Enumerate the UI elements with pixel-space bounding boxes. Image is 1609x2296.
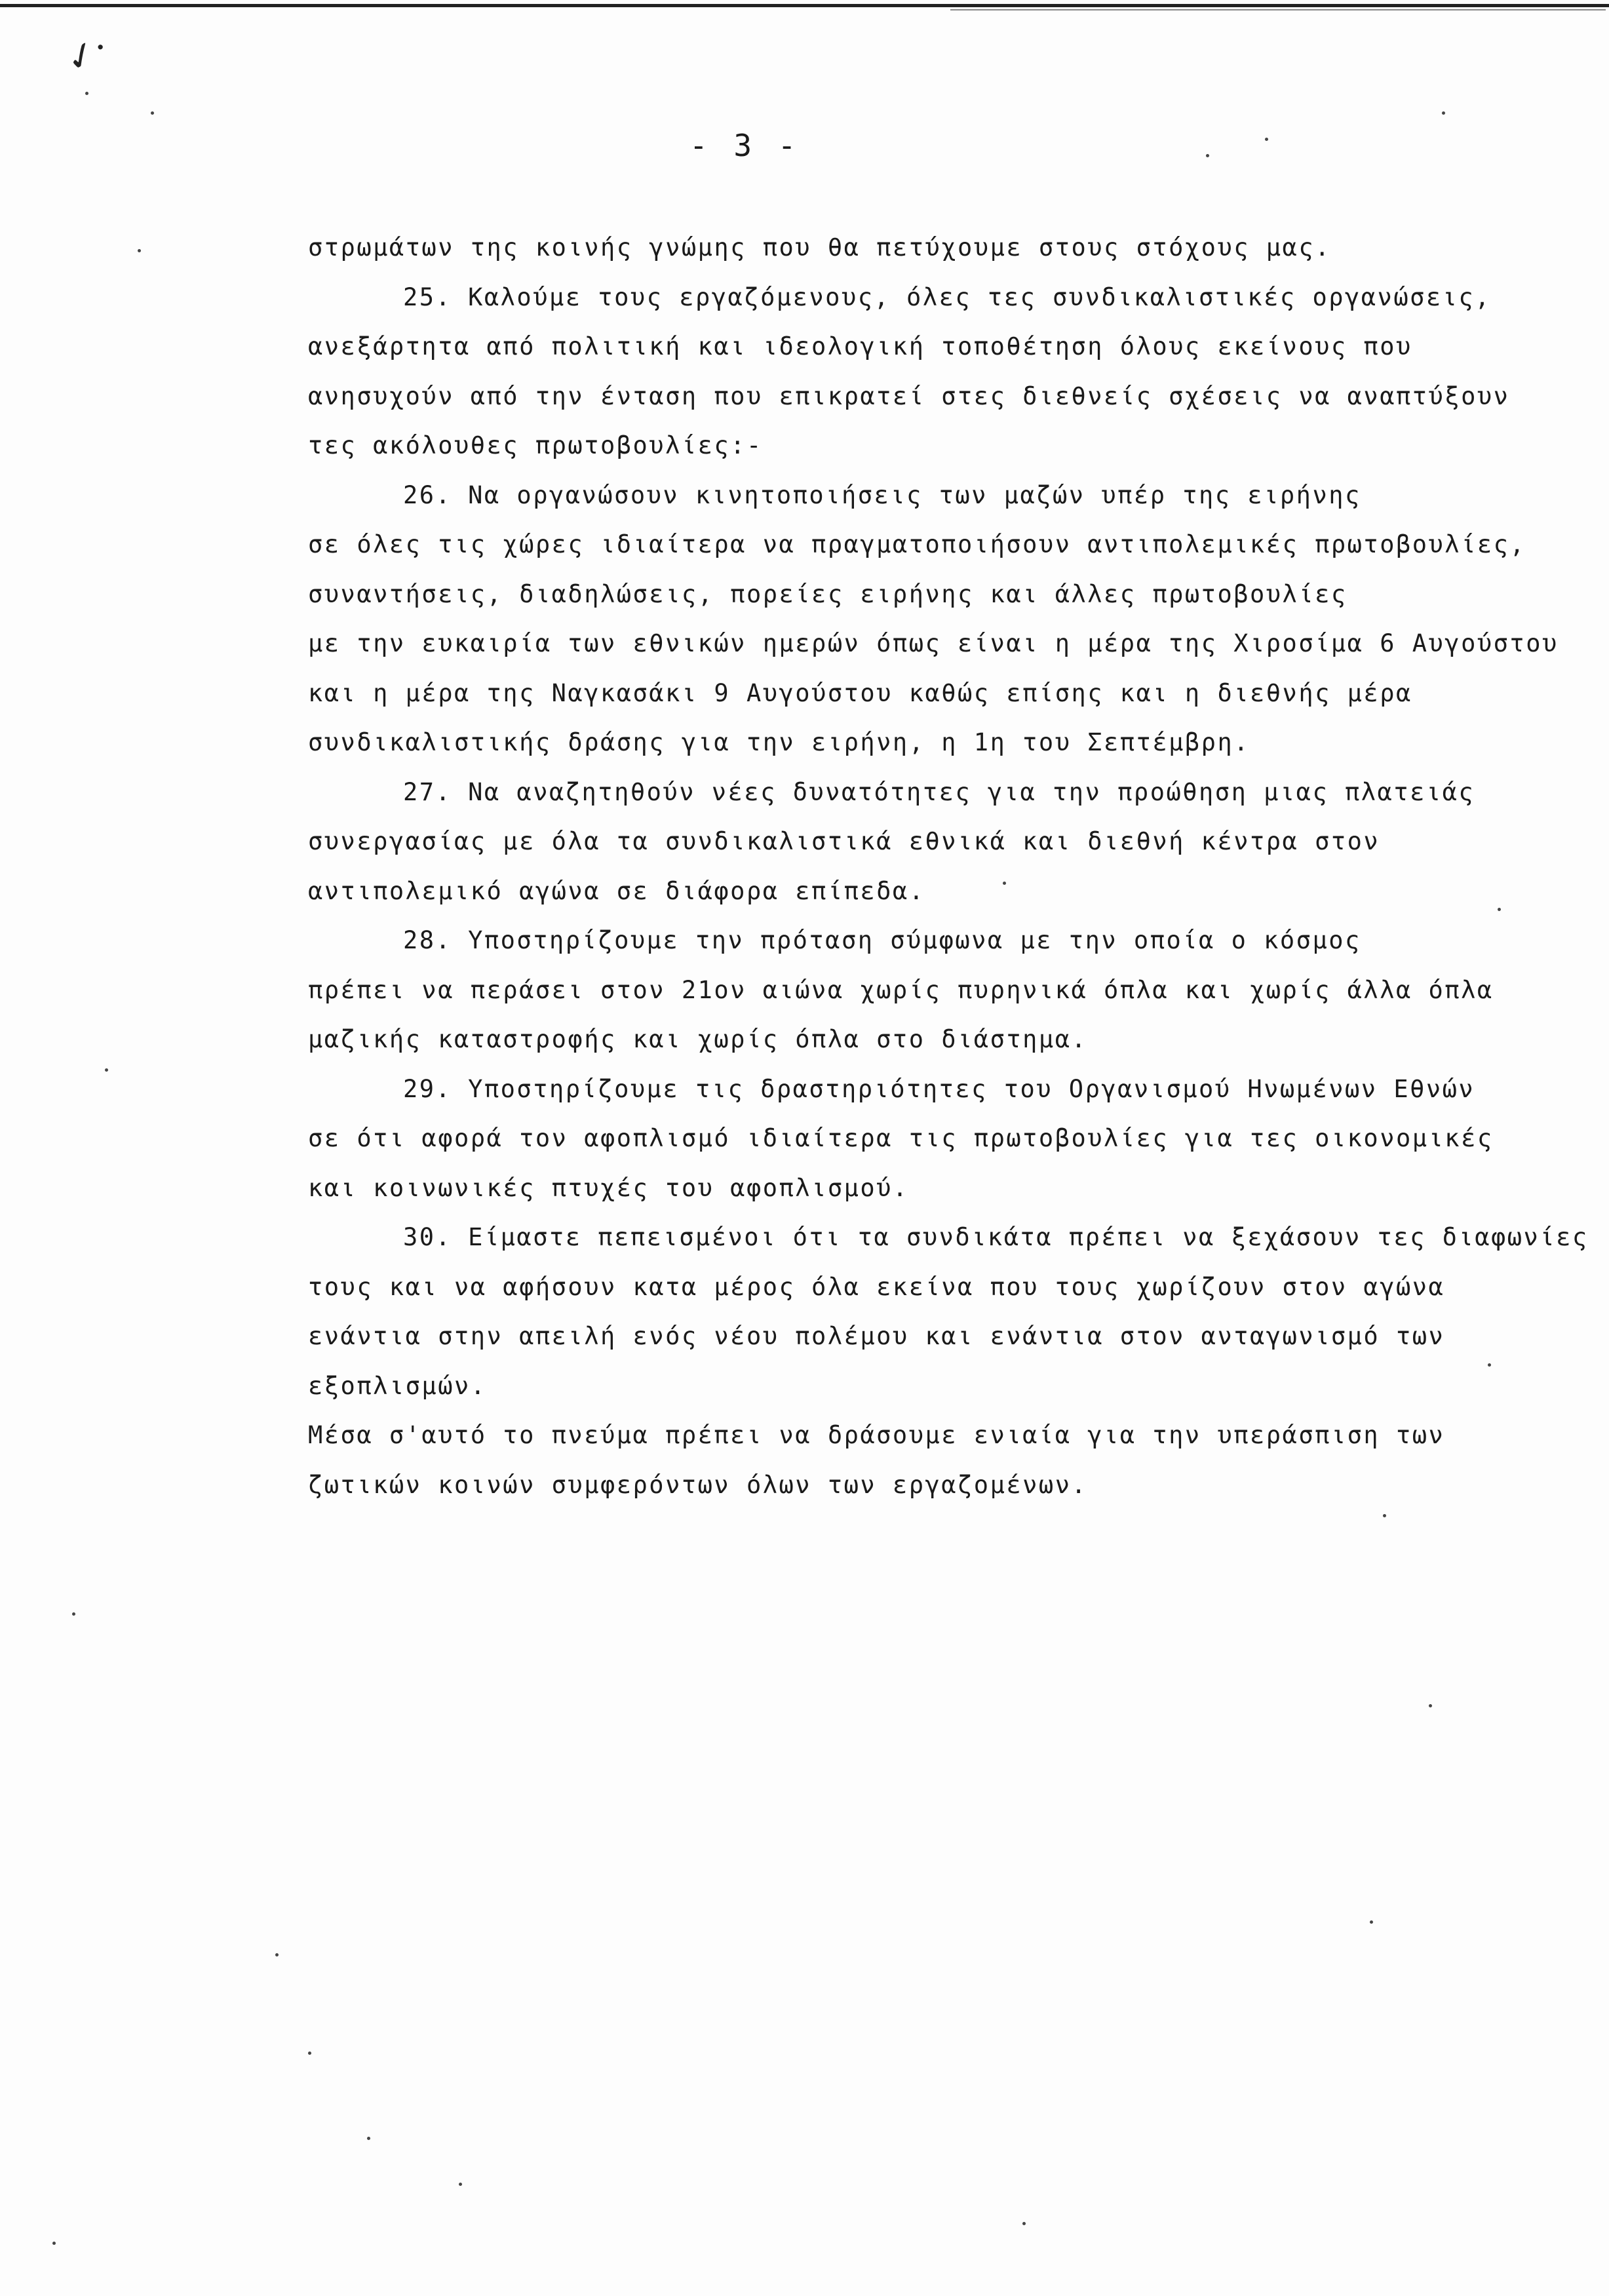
scan-speck	[1442, 111, 1445, 115]
text-line: Μέσα σ'αυτό το πνεύμα πρέπει να δράσουμε ενιαία για την υπεράσπιση των	[308, 1421, 1445, 1449]
scan-speck	[1498, 908, 1501, 911]
scan-speck	[308, 2052, 311, 2055]
text-line: σε όλες τις χώρες ιδιαίτερα να πραγματοποιήσουν αντιπολεμικές πρωτοβουλίες,	[308, 530, 1526, 558]
page-number: - 3 -	[689, 128, 800, 163]
handwritten-tick-mark: ✓·	[58, 26, 115, 83]
text-line: συνεργασίας με όλα τα συνδικαλιστικά εθνικά και διεθνή κέντρα στον	[308, 827, 1380, 855]
scan-speck	[275, 1953, 279, 1956]
scan-speck	[52, 2242, 56, 2245]
top-border-line	[0, 4, 1609, 7]
scan-speck	[1370, 1920, 1373, 1924]
text-line: 25. Καλούμε τους εργαζόμενους, όλες τες συνδικαλιστικές οργανώσεις,	[403, 282, 1491, 311]
scan-speck	[1022, 2222, 1026, 2225]
text-line: πρέπει να περάσει στον 21ον αιώνα χωρίς πυρηνικά όπλα και χωρίς άλλα όπλα	[308, 975, 1494, 1004]
text-line: συνδικαλιστικής δράσης για την ειρήνη, η 1η του Σεπτέμβρη.	[308, 728, 1250, 756]
text-line: 28. Υποστηρίζουμε την πρόταση σύμφωνα με την οποία ο κόσμος	[403, 926, 1361, 954]
text-line: 27. Να αναζητηθούν νέες δυνατότητες για την προώθηση μιας πλατειάς	[403, 777, 1475, 806]
text-line: συναντήσεις, διαδηλώσεις, πορείες ειρήνης και άλλες πρωτοβουλίες	[308, 579, 1347, 608]
top-border-thin-line	[950, 9, 1606, 10]
scan-speck	[459, 2183, 462, 2186]
text-line: και κοινωνικές πτυχές του αφοπλισμού.	[308, 1173, 909, 1202]
scan-speck	[105, 1068, 108, 1072]
text-line: ενάντια στην απειλή ενός νέου πολέμου και ενάντια στον ανταγωνισμό των	[308, 1322, 1445, 1350]
scan-speck	[1383, 1514, 1386, 1517]
text-line: στρωμάτων της κοινής γνώμης που θα πετύχουμε στους στόχους μας.	[308, 233, 1331, 262]
text-line: 26. Να οργανώσουν κινητοποιήσεις των μαζών υπέρ της ειρήνης	[403, 480, 1361, 509]
text-line: και η μέρα της Ναγκασάκι 9 Αυγούστου καθώς επίσης και η διεθνής μέρα	[308, 678, 1412, 707]
scan-speck	[1265, 138, 1268, 141]
text-line: ζωτικών κοινών συμφερόντων όλων των εργαζομένων.	[308, 1470, 1088, 1499]
text-line: σε ότι αφορά τον αφοπλισμό ιδιαίτερα τις πρωτοβουλίες για τες οικονομικές	[308, 1124, 1494, 1152]
text-line: 29. Υποστηρίζουμε τις δραστηριότητες του Οργανισμού Ηνωμένων Εθνών	[403, 1074, 1475, 1103]
scan-speck	[1206, 154, 1209, 157]
text-line: εξοπλισμών.	[308, 1371, 487, 1400]
text-line: τες ακόλουθες πρωτοβουλίες:-	[308, 431, 763, 459]
document-body	[308, 223, 1609, 1509]
text-line: ανησυχούν από την ένταση που επικρατεί στες διεθνείς σχέσεις να αναπτύξουν	[308, 381, 1510, 410]
text-line: αντιπολεμικό αγώνα σε διάφορα επίπεδα.	[308, 876, 925, 905]
scan-speck	[1003, 882, 1006, 885]
scan-speck	[72, 1612, 75, 1616]
scan-speck	[367, 2137, 370, 2140]
scan-speck	[85, 92, 88, 95]
scan-speck	[151, 111, 154, 115]
text-line: 30. Είμαστε πεπεισμένοι ότι τα συνδικάτα πρέπει να ξεχάσουν τες διαφωνίες	[403, 1223, 1589, 1251]
text-line: μαζικής καταστροφής και χωρίς όπλα στο διάστημα.	[308, 1025, 1088, 1053]
text-line: ανεξάρτητα από πολιτική και ιδεολογική τοποθέτηση όλους εκείνους που	[308, 332, 1412, 360]
scan-speck	[138, 249, 141, 252]
text-line: τους και να αφήσουν κατα μέρος όλα εκείνα που τους χωρίζουν στον αγώνα	[308, 1272, 1445, 1301]
scan-speck	[1429, 1704, 1432, 1707]
text-line: με την ευκαιρία των εθνικών ημερών όπως είναι η μέρα της Χιροσίμα 6 Αυγούστου	[308, 629, 1559, 657]
scan-speck	[1488, 1363, 1491, 1367]
